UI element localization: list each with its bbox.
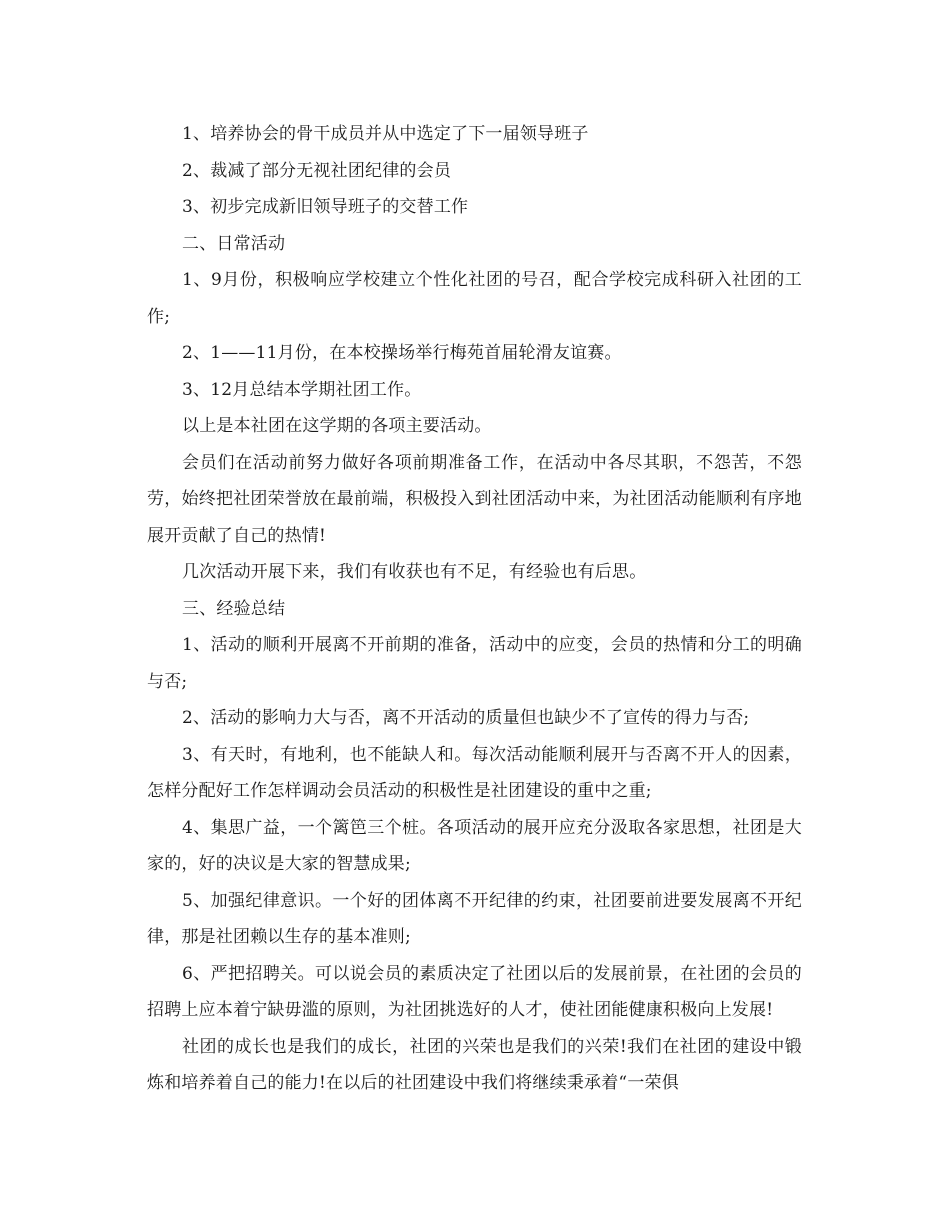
paragraph: 2、活动的影响力大与否，离不开活动的质量但也缺少不了宣传的得力与否; [182,708,750,728]
paragraph: 会员们在活动前努力做好各项前期准备工作，在活动中各尽其职，不怨苦，不怨劳，始终把社团荣誉放在最前端，积极投入到社团活动中来，为社团活动能顺利有序地展开贡献了自己的热情! [147,452,802,546]
paragraph: 2、1——11月份，在本校操场举行梅苑首届轮滑友谊赛。 [182,343,622,363]
paragraph: 3、有天时，有地利，也不能缺人和。每次活动能顺利展开与否离不开人的因素，怎样分配好工作怎样调动会员活动的积极性是社团建设的重中之重; [147,744,802,801]
paragraph: 3、初步完成新旧领导班子的交替工作 [182,197,469,217]
paragraph: 1、活动的顺利开展离不开前期的准备，活动中的应变，会员的热情和分工的明确与否; [147,635,802,692]
paragraph: 几次活动开展下来，我们有收获也有不足，有经验也有后思。 [182,562,647,582]
document-body [147,116,802,1102]
paragraph: 2、裁减了部分无视社团纪律的会员 [182,160,452,181]
paragraph: 社团的成长也是我们的成长，社团的兴荣也是我们的兴荣!我们在社团的建设中锻炼和培养着自己的能力!在以后的社团建设中我们将继续秉承着“一荣俱 [147,1036,802,1093]
paragraph: 4、集思广益，一个篱笆三个桩。各项活动的展开应充分汲取各家思想，社团是大家的，好的决议是大家的智慧成果; [147,817,802,874]
paragraph: 1、9月份，积极响应学校建立个性化社团的号召，配合学校完成科研入社团的工作; [147,270,802,327]
paragraph: 5、加强纪律意识。一个好的团体离不开纪律的约束，社团要前进要发展离不开纪律，那是社团赖以生存的基本准则; [147,890,802,947]
section-heading: 三、经验总结 [182,598,286,619]
paragraph: 1、培养协会的骨干成员并从中选定了下一届领导班子 [182,124,589,144]
paragraph: 以上是本社团在这学期的各项主要活动。 [182,416,492,436]
paragraph: 6、严把招聘关。可以说会员的素质决定了社团以后的发展前景，在社团的会员的招聘上应本着宁缺毋滥的原则，为社团挑选好的人才，使社团能健康积极向上发展! [147,963,802,1020]
paragraph: 3、12月总结本学期社团工作。 [182,379,422,400]
section-heading: 二、日常活动 [182,233,286,254]
